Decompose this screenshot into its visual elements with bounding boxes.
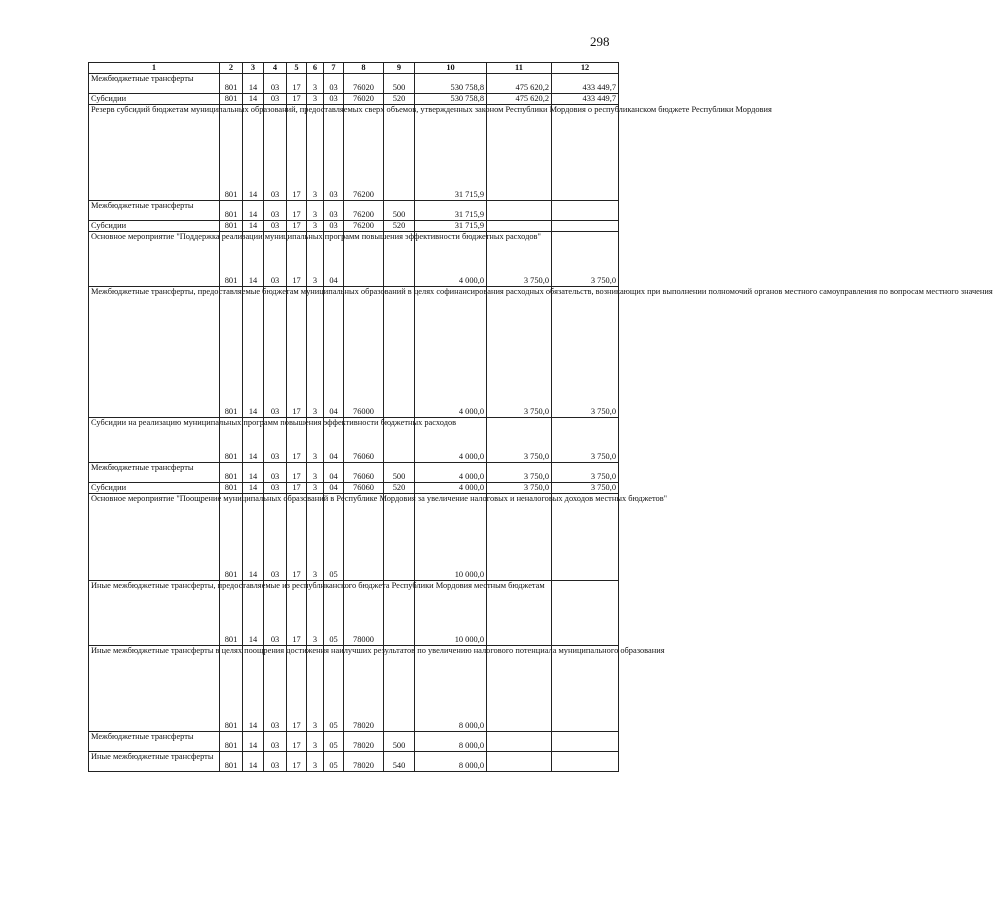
cell-col-6: 3 <box>307 74 324 94</box>
cell-col-8: 76060 <box>344 463 384 483</box>
row-label: Основное мероприятие "Поддержка реализации муниципальных программ повышения эффективности бюджетных расходов" <box>89 232 220 287</box>
cell-col-2: 801 <box>220 732 243 752</box>
cell-col-10: 8 000,0 <box>415 732 487 752</box>
cell-col-6: 3 <box>307 232 324 287</box>
cell-col-4: 03 <box>264 105 287 201</box>
cell-col-3: 14 <box>243 74 264 94</box>
column-header-10: 10 <box>415 63 487 74</box>
row-label: Иные межбюджетные трансферты в целях поощрения достижения наилучших результатов по увеличению налогового потенциала муниципального образования <box>89 646 220 732</box>
cell-col-10: 4 000,0 <box>415 232 487 287</box>
cell-col-2: 801 <box>220 752 243 772</box>
cell-col-10: 530 758,8 <box>415 74 487 94</box>
table-row <box>89 201 619 221</box>
cell-col-10: 530 758,8 <box>415 94 487 105</box>
cell-col-8: 76020 <box>344 74 384 94</box>
cell-col-12: 433 449,7 <box>552 74 619 94</box>
cell-col-3: 14 <box>243 646 264 732</box>
cell-col-5: 17 <box>287 74 307 94</box>
cell-col-9: 540 <box>384 752 415 772</box>
cell-col-4: 03 <box>264 483 287 494</box>
cell-col-10: 4 000,0 <box>415 483 487 494</box>
table-row <box>89 483 619 494</box>
cell-col-10: 4 000,0 <box>415 287 487 418</box>
cell-col-4: 03 <box>264 221 287 232</box>
cell-col-9: 520 <box>384 483 415 494</box>
row-label: Межбюджетные трансферты <box>89 732 220 752</box>
cell-col-2: 801 <box>220 287 243 418</box>
cell-col-7: 04 <box>324 418 344 463</box>
cell-col-4: 03 <box>264 287 287 418</box>
cell-col-12 <box>552 221 619 232</box>
column-header-1: 1 <box>89 63 220 74</box>
row-label: Межбюджетные трансферты <box>89 463 220 483</box>
cell-col-8: 76020 <box>344 94 384 105</box>
cell-col-12: 3 750,0 <box>552 463 619 483</box>
cell-col-2: 801 <box>220 463 243 483</box>
cell-col-4: 03 <box>264 232 287 287</box>
cell-col-2: 801 <box>220 581 243 646</box>
cell-col-5: 17 <box>287 483 307 494</box>
cell-col-2: 801 <box>220 483 243 494</box>
table-row <box>89 732 619 752</box>
table-row <box>89 494 619 581</box>
cell-col-11: 3 750,0 <box>487 483 552 494</box>
cell-col-6: 3 <box>307 752 324 772</box>
cell-col-12 <box>552 646 619 732</box>
cell-col-6: 3 <box>307 94 324 105</box>
column-header-12: 12 <box>552 63 619 74</box>
cell-col-6: 3 <box>307 494 324 581</box>
cell-col-9: 520 <box>384 94 415 105</box>
cell-col-10: 31 715,9 <box>415 105 487 201</box>
row-label: Субсидии <box>89 221 220 232</box>
cell-col-7: 04 <box>324 287 344 418</box>
cell-col-11: 3 750,0 <box>487 463 552 483</box>
cell-col-8: 78000 <box>344 581 384 646</box>
cell-col-3: 14 <box>243 483 264 494</box>
cell-col-6: 3 <box>307 287 324 418</box>
cell-col-3: 14 <box>243 463 264 483</box>
cell-col-3: 14 <box>243 232 264 287</box>
cell-col-6: 3 <box>307 221 324 232</box>
cell-col-11: 475 620,2 <box>487 74 552 94</box>
cell-col-5: 17 <box>287 287 307 418</box>
column-header-7: 7 <box>324 63 344 74</box>
cell-col-5: 17 <box>287 463 307 483</box>
cell-col-4: 03 <box>264 201 287 221</box>
table-row <box>89 105 619 201</box>
cell-col-9: 500 <box>384 732 415 752</box>
cell-col-7: 04 <box>324 463 344 483</box>
cell-col-11 <box>487 105 552 201</box>
table-row <box>89 94 619 105</box>
cell-col-8: 78020 <box>344 752 384 772</box>
cell-col-2: 801 <box>220 494 243 581</box>
cell-col-7: 03 <box>324 201 344 221</box>
cell-col-9: 500 <box>384 74 415 94</box>
cell-col-7: 04 <box>324 483 344 494</box>
cell-col-6: 3 <box>307 105 324 201</box>
cell-col-12: 3 750,0 <box>552 232 619 287</box>
cell-col-3: 14 <box>243 287 264 418</box>
row-label: Межбюджетные трансферты <box>89 74 220 94</box>
cell-col-2: 801 <box>220 418 243 463</box>
cell-col-11 <box>487 201 552 221</box>
cell-col-5: 17 <box>287 418 307 463</box>
cell-col-10: 8 000,0 <box>415 646 487 732</box>
cell-col-5: 17 <box>287 94 307 105</box>
cell-col-11 <box>487 581 552 646</box>
row-label: Субсидии на реализацию муниципальных программ повышения эффективности бюджетных расходов <box>89 418 220 463</box>
cell-col-4: 03 <box>264 74 287 94</box>
column-header-8: 8 <box>344 63 384 74</box>
table-row <box>89 74 619 94</box>
cell-col-12 <box>552 732 619 752</box>
cell-col-7: 03 <box>324 221 344 232</box>
cell-col-5: 17 <box>287 581 307 646</box>
cell-col-10: 10 000,0 <box>415 494 487 581</box>
cell-col-3: 14 <box>243 201 264 221</box>
cell-col-8: 76000 <box>344 287 384 418</box>
cell-col-5: 17 <box>287 201 307 221</box>
row-label: Межбюджетные трансферты <box>89 201 220 221</box>
cell-col-12 <box>552 494 619 581</box>
table-row <box>89 221 619 232</box>
cell-col-12 <box>552 201 619 221</box>
cell-col-5: 17 <box>287 494 307 581</box>
cell-col-7: 03 <box>324 105 344 201</box>
cell-col-6: 3 <box>307 581 324 646</box>
cell-col-7: 03 <box>324 74 344 94</box>
row-label: Иные межбюджетные трансферты, предоставляемые из республиканского бюджета Республики Мордовия местным бюджетам <box>89 581 220 646</box>
row-label: Резерв субсидий бюджетам муниципальных образований, предоставляемых сверх объемов, утвержденных законом Республики Мордовия о республиканском бюджете Республики Мордовия <box>89 105 220 201</box>
cell-col-6: 3 <box>307 201 324 221</box>
cell-col-12: 3 750,0 <box>552 483 619 494</box>
cell-col-10: 31 715,9 <box>415 221 487 232</box>
cell-col-10: 4 000,0 <box>415 418 487 463</box>
cell-col-11: 3 750,0 <box>487 287 552 418</box>
row-label: Субсидии <box>89 483 220 494</box>
cell-col-9 <box>384 646 415 732</box>
header-row <box>89 63 619 74</box>
row-label: Иные межбюджетные трансферты <box>89 752 220 772</box>
cell-col-3: 14 <box>243 732 264 752</box>
cell-col-2: 801 <box>220 94 243 105</box>
cell-col-7: 05 <box>324 752 344 772</box>
cell-col-10: 31 715,9 <box>415 201 487 221</box>
cell-col-2: 801 <box>220 232 243 287</box>
table-row <box>89 418 619 463</box>
cell-col-4: 03 <box>264 418 287 463</box>
cell-col-4: 03 <box>264 463 287 483</box>
cell-col-9 <box>384 105 415 201</box>
cell-col-8: 76060 <box>344 483 384 494</box>
cell-col-11 <box>487 494 552 581</box>
column-header-3: 3 <box>243 63 264 74</box>
row-label: Основное мероприятие "Поощрение муниципальных образований в Республике Мордовия за увеличение налоговых и неналоговых доходов местных бюджетов" <box>89 494 220 581</box>
cell-col-3: 14 <box>243 94 264 105</box>
cell-col-5: 17 <box>287 752 307 772</box>
cell-col-8: 76200 <box>344 221 384 232</box>
table-row <box>89 752 619 772</box>
cell-col-11 <box>487 732 552 752</box>
table-row <box>89 646 619 732</box>
cell-col-2: 801 <box>220 74 243 94</box>
table-row <box>89 581 619 646</box>
cell-col-6: 3 <box>307 418 324 463</box>
cell-col-7: 05 <box>324 646 344 732</box>
cell-col-9: 500 <box>384 463 415 483</box>
cell-col-4: 03 <box>264 581 287 646</box>
cell-col-6: 3 <box>307 732 324 752</box>
cell-col-6: 3 <box>307 483 324 494</box>
cell-col-3: 14 <box>243 752 264 772</box>
table-row <box>89 287 619 418</box>
cell-col-2: 801 <box>220 221 243 232</box>
cell-col-8: 76200 <box>344 105 384 201</box>
cell-col-6: 3 <box>307 463 324 483</box>
cell-col-7: 05 <box>324 732 344 752</box>
table-row <box>89 463 619 483</box>
cell-col-7: 03 <box>324 94 344 105</box>
cell-col-12: 433 449,7 <box>552 94 619 105</box>
column-header-6: 6 <box>307 63 324 74</box>
cell-col-7: 05 <box>324 494 344 581</box>
column-header-9: 9 <box>384 63 415 74</box>
cell-col-10: 4 000,0 <box>415 463 487 483</box>
cell-col-8: 78020 <box>344 732 384 752</box>
cell-col-4: 03 <box>264 494 287 581</box>
cell-col-11 <box>487 646 552 732</box>
cell-col-10: 8 000,0 <box>415 752 487 772</box>
cell-col-3: 14 <box>243 418 264 463</box>
cell-col-7: 04 <box>324 232 344 287</box>
cell-col-12: 3 750,0 <box>552 287 619 418</box>
cell-col-12 <box>552 105 619 201</box>
row-label: Субсидии <box>89 94 220 105</box>
table-body <box>89 74 993 772</box>
cell-col-5: 17 <box>287 232 307 287</box>
cell-col-8 <box>344 494 384 581</box>
cell-col-5: 17 <box>287 105 307 201</box>
cell-col-8: 78020 <box>344 646 384 732</box>
column-header-5: 5 <box>287 63 307 74</box>
cell-col-9 <box>384 287 415 418</box>
cell-col-11 <box>487 221 552 232</box>
cell-col-4: 03 <box>264 732 287 752</box>
column-header-11: 11 <box>487 63 552 74</box>
cell-col-11: 3 750,0 <box>487 418 552 463</box>
cell-col-7: 05 <box>324 581 344 646</box>
cell-col-5: 17 <box>287 221 307 232</box>
cell-col-6: 3 <box>307 646 324 732</box>
cell-col-5: 17 <box>287 646 307 732</box>
table-header <box>89 63 619 74</box>
cell-col-9: 500 <box>384 201 415 221</box>
cell-col-12: 3 750,0 <box>552 418 619 463</box>
cell-col-3: 14 <box>243 105 264 201</box>
cell-col-3: 14 <box>243 221 264 232</box>
cell-col-8: 76200 <box>344 201 384 221</box>
column-header-2: 2 <box>220 63 243 74</box>
cell-col-4: 03 <box>264 646 287 732</box>
cell-col-3: 14 <box>243 494 264 581</box>
cell-col-12 <box>552 752 619 772</box>
cell-col-2: 801 <box>220 201 243 221</box>
cell-col-12 <box>552 581 619 646</box>
cell-col-2: 801 <box>220 646 243 732</box>
cell-col-3: 14 <box>243 581 264 646</box>
cell-col-8: 76060 <box>344 418 384 463</box>
cell-col-11: 3 750,0 <box>487 232 552 287</box>
table-row <box>89 232 619 287</box>
cell-col-2: 801 <box>220 105 243 201</box>
cell-col-4: 03 <box>264 752 287 772</box>
cell-col-9: 520 <box>384 221 415 232</box>
cell-col-10: 10 000,0 <box>415 581 487 646</box>
cell-col-11: 475 620,2 <box>487 94 552 105</box>
row-label: Межбюджетные трансферты, предоставляемые бюджетам муниципальных образований в целях софинансирования расходных обязательств, возникающих при выполнении полномочий органов местного самоуправления по вопросам местного значения <box>89 287 220 418</box>
page-number: 298 <box>590 34 610 49</box>
cell-col-5: 17 <box>287 732 307 752</box>
cell-col-9 <box>384 494 415 581</box>
cell-col-9 <box>384 581 415 646</box>
budget-table <box>88 62 993 772</box>
cell-col-4: 03 <box>264 94 287 105</box>
column-header-4: 4 <box>264 63 287 74</box>
cell-col-11 <box>487 752 552 772</box>
